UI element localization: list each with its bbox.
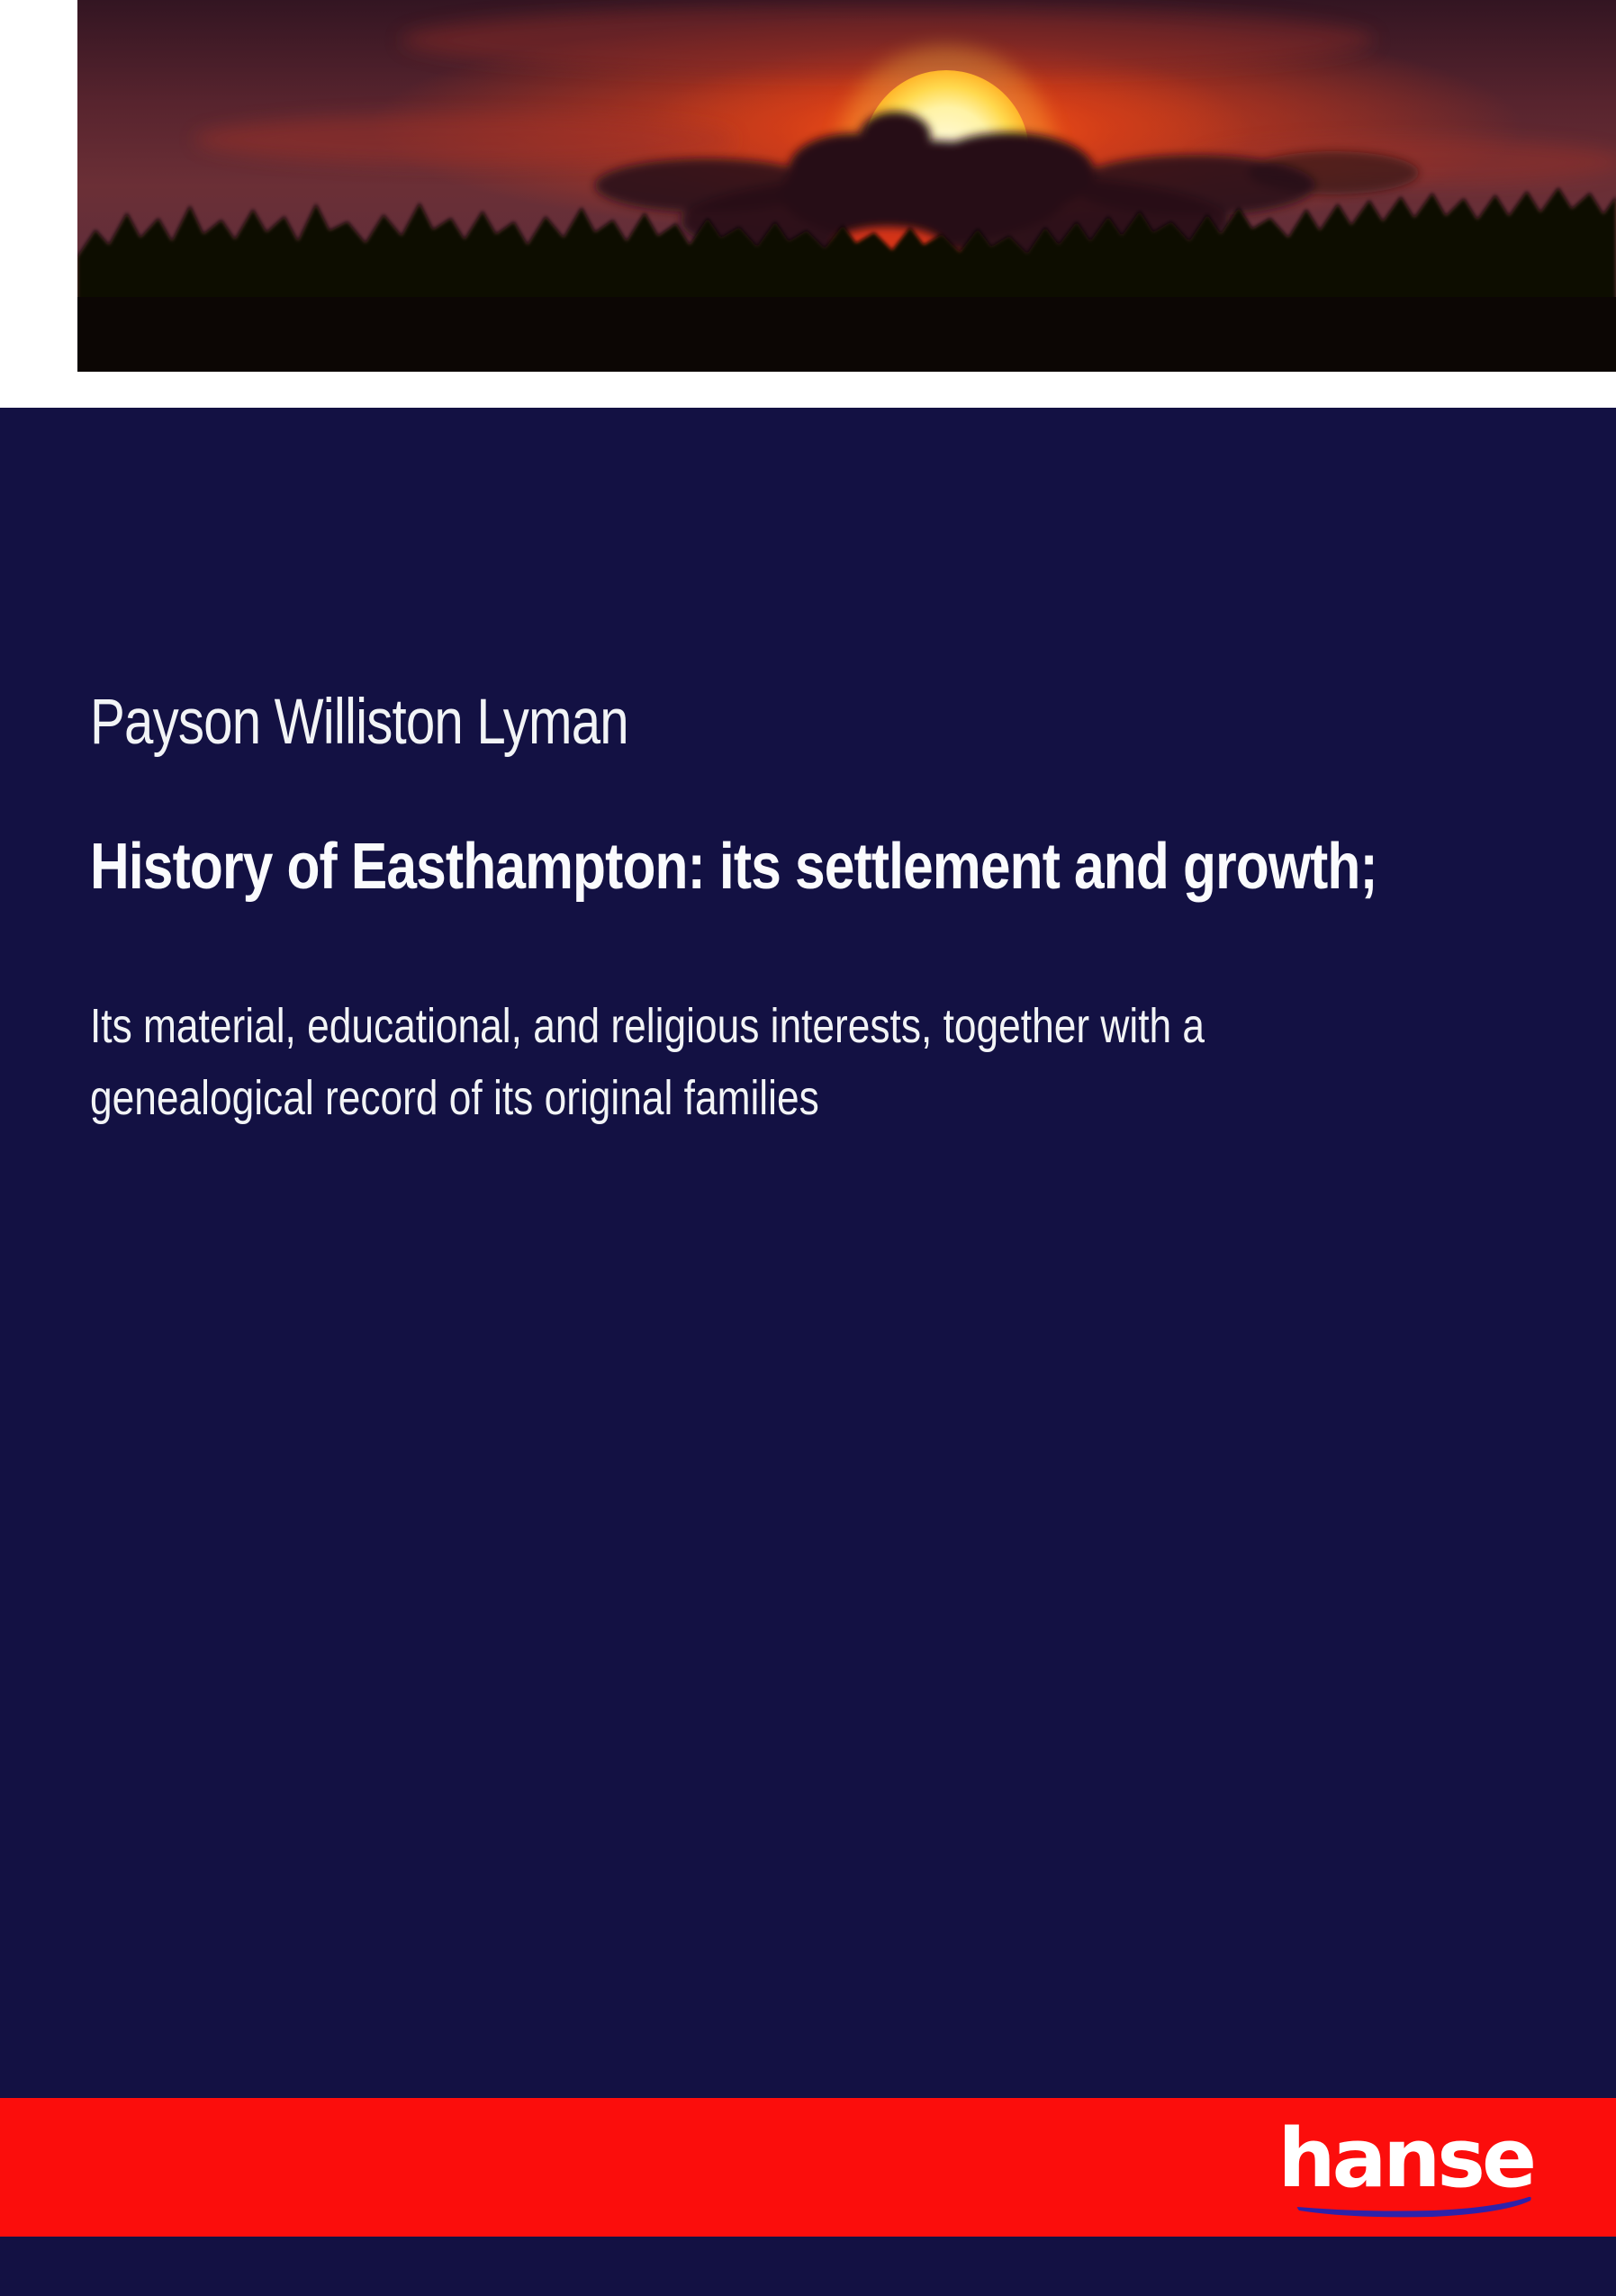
subtitle-line-2: genealogical record of its original families [90,1071,819,1125]
publisher-band [0,2098,1616,2237]
sunset-photo [77,0,1616,372]
sunset-photo-graphic [77,0,1616,372]
subtitle-line-1: Its material, educational, and religious interests, together with a [90,999,1205,1053]
book-title: History of Easthampton: its settlement and growth; [90,831,1377,903]
author-name: Payson Williston Lyman [90,687,628,758]
hanse-logo-text: hanse [1277,2111,1533,2206]
book-subtitle [90,990,1205,1134]
hanse-logo [1277,2111,1534,2220]
